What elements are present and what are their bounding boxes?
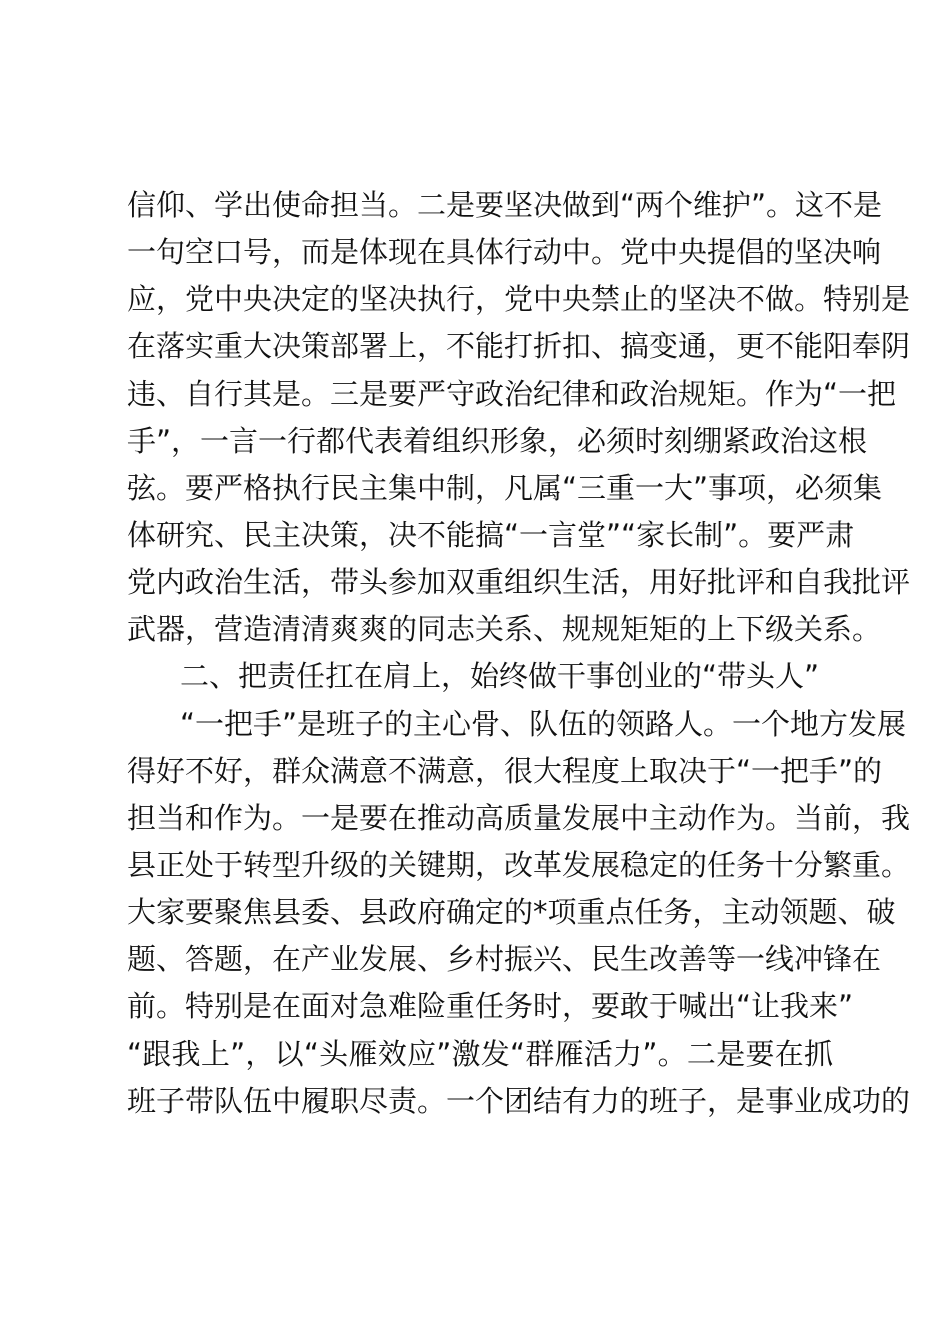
text-line: 在落实重大决策部署上，不能打折扣、搞变通，更不能阳奉阴 [127,329,911,364]
text-line: 应，党中央决定的坚决执行，党中央禁止的坚决不做。特别是 [127,282,911,317]
text-line: 得好不好，群众满意不满意，很大程度上取决于“一把手”的 [127,753,883,788]
text-line: 大家要聚焦县委、县政府确定的*项重点任务，主动领题、破 [127,895,896,930]
text-line: 手”，一言一行都代表着组织形象，必须时刻绷紧政治这根 [127,423,868,458]
paragraph-1 [127,182,911,653]
text-line: 班子带队伍中履职尽责。一个团结有力的班子，是事业成功的 [127,1083,911,1118]
paragraph-2 [127,701,911,1125]
text-line: 信仰、学出使命担当。二是要坚决做到“两个维护”。这不是 [127,188,883,222]
text-line: 弦。要严格执行民主集中制，凡属“三重一大”事项，必须集 [127,470,883,505]
text-line: “跟我上”，以“头雁效应”激发“群雁活力”。二是要在抓 [127,1036,833,1071]
text-line: 县正处于转型升级的关键期，改革发展稳定的任务十分繁重。 [127,847,911,882]
text-line: 题、答题，在产业发展、乡村振兴、民生改善等一线冲锋在 [127,942,882,977]
text-line: 前。特别是在面对急难险重任务时，要敢于喊出“让我来” [127,989,854,1024]
text-line: 党内政治生活，带头参加双重组织生活，用好批评和自我批评 [127,565,911,600]
text-line: 违、自行其是。三是要严守政治纪律和政治规矩。作为“一把 [127,376,897,411]
text-line: “一把手”是班子的主心骨、队伍的领路人。一个地方发展 [180,706,907,741]
document-body [127,182,911,1125]
text-line: 武器，营造清清爽爽的同志关系、规规矩矩的上下级关系。 [127,612,882,647]
text-line: 担当和作为。一是要在推动高质量发展中主动作为。当前，我 [127,800,911,835]
section-heading: 二、把责任扛在肩上，始终做干事创业的“带头人” [180,659,820,694]
text-line: 一句空口号，而是体现在具体行动中。党中央提倡的坚决响 [127,235,882,270]
text-line: 体研究、民主决策，决不能搞“一言堂”“家长制”。要严肃 [127,517,855,552]
